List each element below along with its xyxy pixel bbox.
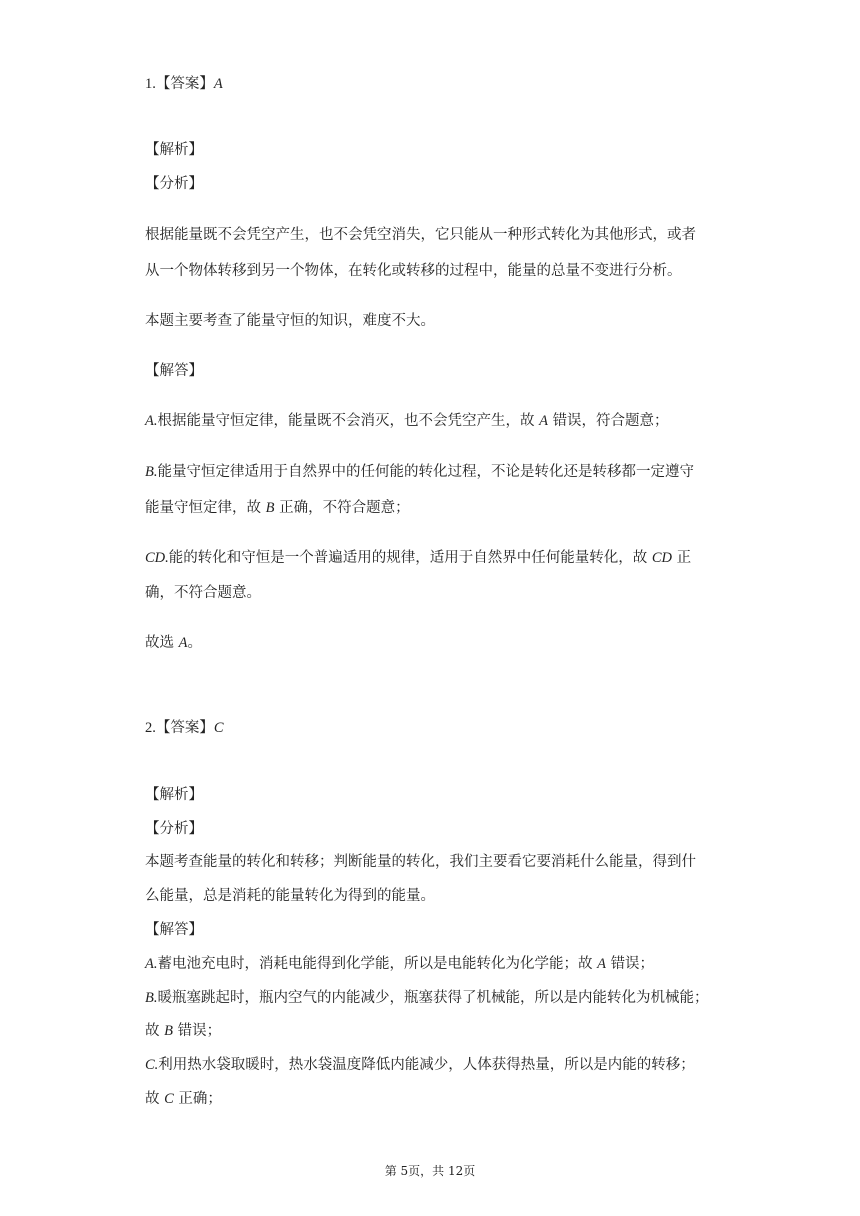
q2-option-b-text: 暖瓶塞跳起时，瓶内空气的内能减少，瓶塞获得了机械能，所以是内能转化为机械能； (157, 990, 709, 1006)
q2-analysis-line2: 么能量，总是消耗的能量转化为得到的能量。 (145, 888, 435, 904)
q1-fenxi-heading: 【分析】 (145, 176, 203, 192)
q2-fenxi-heading: 【分析】 (145, 821, 203, 837)
q1-option-cd-result: 正 (676, 550, 692, 566)
q1-analysis-line1: 根据能量既不会凭空产生，也不会凭空消失，它只能从一种形式转化为其他形式，或者 (145, 227, 696, 243)
q2-jiexi-heading: 【解析】 (145, 787, 203, 803)
q2-option-c-result: 正确； (178, 1091, 222, 1107)
q2-option-c-line2 (145, 1090, 222, 1108)
q1-option-a (145, 412, 669, 430)
q1-answer-line (145, 75, 223, 93)
q2-number: 2. (145, 720, 156, 736)
q1-option-b-ref: B (265, 500, 275, 516)
q1-conclusion-end: 。 (187, 635, 202, 651)
q1-option-cd-text: 能的转化和守恒是一个普遍适用的规律，适用于自然界中任何能量转化，故 (168, 550, 648, 566)
q1-summary: 本题主要考查了能量守恒的知识，难度不大。 (145, 313, 435, 329)
q1-option-b-line1 (145, 463, 694, 481)
q2-option-a-label: A. (145, 956, 158, 972)
q2-option-b-line2 (145, 1022, 221, 1040)
q2-option-b-line2-text: 故 (145, 1023, 160, 1039)
q1-option-cd-ref: CD (651, 550, 673, 566)
q1-conclusion-ref: A (178, 635, 188, 651)
q1-option-b-text: 能量守恒定律适用于自然界中的任何能的转化过程，不论是转化还是转移都一定遵守 (157, 464, 694, 480)
q2-option-b-result: 错误； (177, 1023, 222, 1039)
q2-option-b-line1 (145, 989, 708, 1007)
q2-option-a-ref: A (597, 956, 606, 972)
q2-option-a (145, 955, 654, 973)
q2-option-b-ref: B (164, 1023, 173, 1039)
q1-answer-value: A (213, 76, 223, 92)
page-footer: 第 5页，共 12页 (384, 1164, 476, 1178)
q2-option-a-text: 蓄电池充电时，消耗电能得到化学能，所以是电能转化为化学能；故 (157, 956, 593, 972)
q1-conclusion-text: 故选 (145, 635, 174, 651)
q1-option-b-line2-text: 能量守恒定律，故 (145, 500, 261, 516)
q2-option-c-text: 利用热水袋取暖时，热水袋温度降低内能减少，人体获得热量，所以是内能的转移； (158, 1057, 695, 1073)
q2-answer-value: C (213, 720, 224, 736)
q1-jieda-heading: 【解答】 (145, 363, 203, 379)
q2-analysis-line1: 本题考查能量的转化和转移；判断能量的转化，我们主要看它要消耗什么能量，得到什 (145, 854, 696, 870)
q1-option-cd-line2: 确，不符合题意。 (145, 585, 261, 601)
q2-option-c-line1 (145, 1056, 695, 1074)
q2-option-c-ref: C (164, 1091, 174, 1107)
q1-analysis-line2: 从一个物体转移到另一个物体，在转化或转移的过程中，能量的总量不变进行分析。 (145, 263, 682, 279)
q1-option-cd-label: CD. (145, 550, 169, 566)
q1-answer-label: 【答案】 (155, 76, 214, 92)
q2-option-b-label: B. (145, 990, 158, 1006)
q2-jieda-heading: 【解答】 (145, 922, 203, 938)
q1-option-a-label: A. (145, 413, 158, 429)
q2-option-c-label: C. (145, 1057, 159, 1073)
q1-option-cd-line1 (145, 549, 691, 567)
q1-option-b-label: B. (145, 464, 158, 480)
q2-answer-label: 【答案】 (155, 720, 214, 736)
q1-number: 1. (145, 76, 156, 92)
q1-option-a-text: 根据能量守恒定律，能量既不会消灭，也不会凭空产生，故 (157, 413, 535, 429)
q1-option-b-line2 (145, 499, 410, 517)
q1-jiexi-heading: 【解析】 (145, 142, 203, 158)
q1-option-a-ref: A (539, 413, 548, 429)
q2-option-c-line2-text: 故 (145, 1091, 160, 1107)
q1-option-a-result: 错误，符合题意； (552, 413, 669, 429)
q2-answer-line (145, 719, 224, 737)
q1-conclusion (145, 634, 202, 652)
q1-option-b-result: 正确，不符合题意； (279, 500, 410, 516)
q2-option-a-result: 错误； (610, 956, 655, 972)
